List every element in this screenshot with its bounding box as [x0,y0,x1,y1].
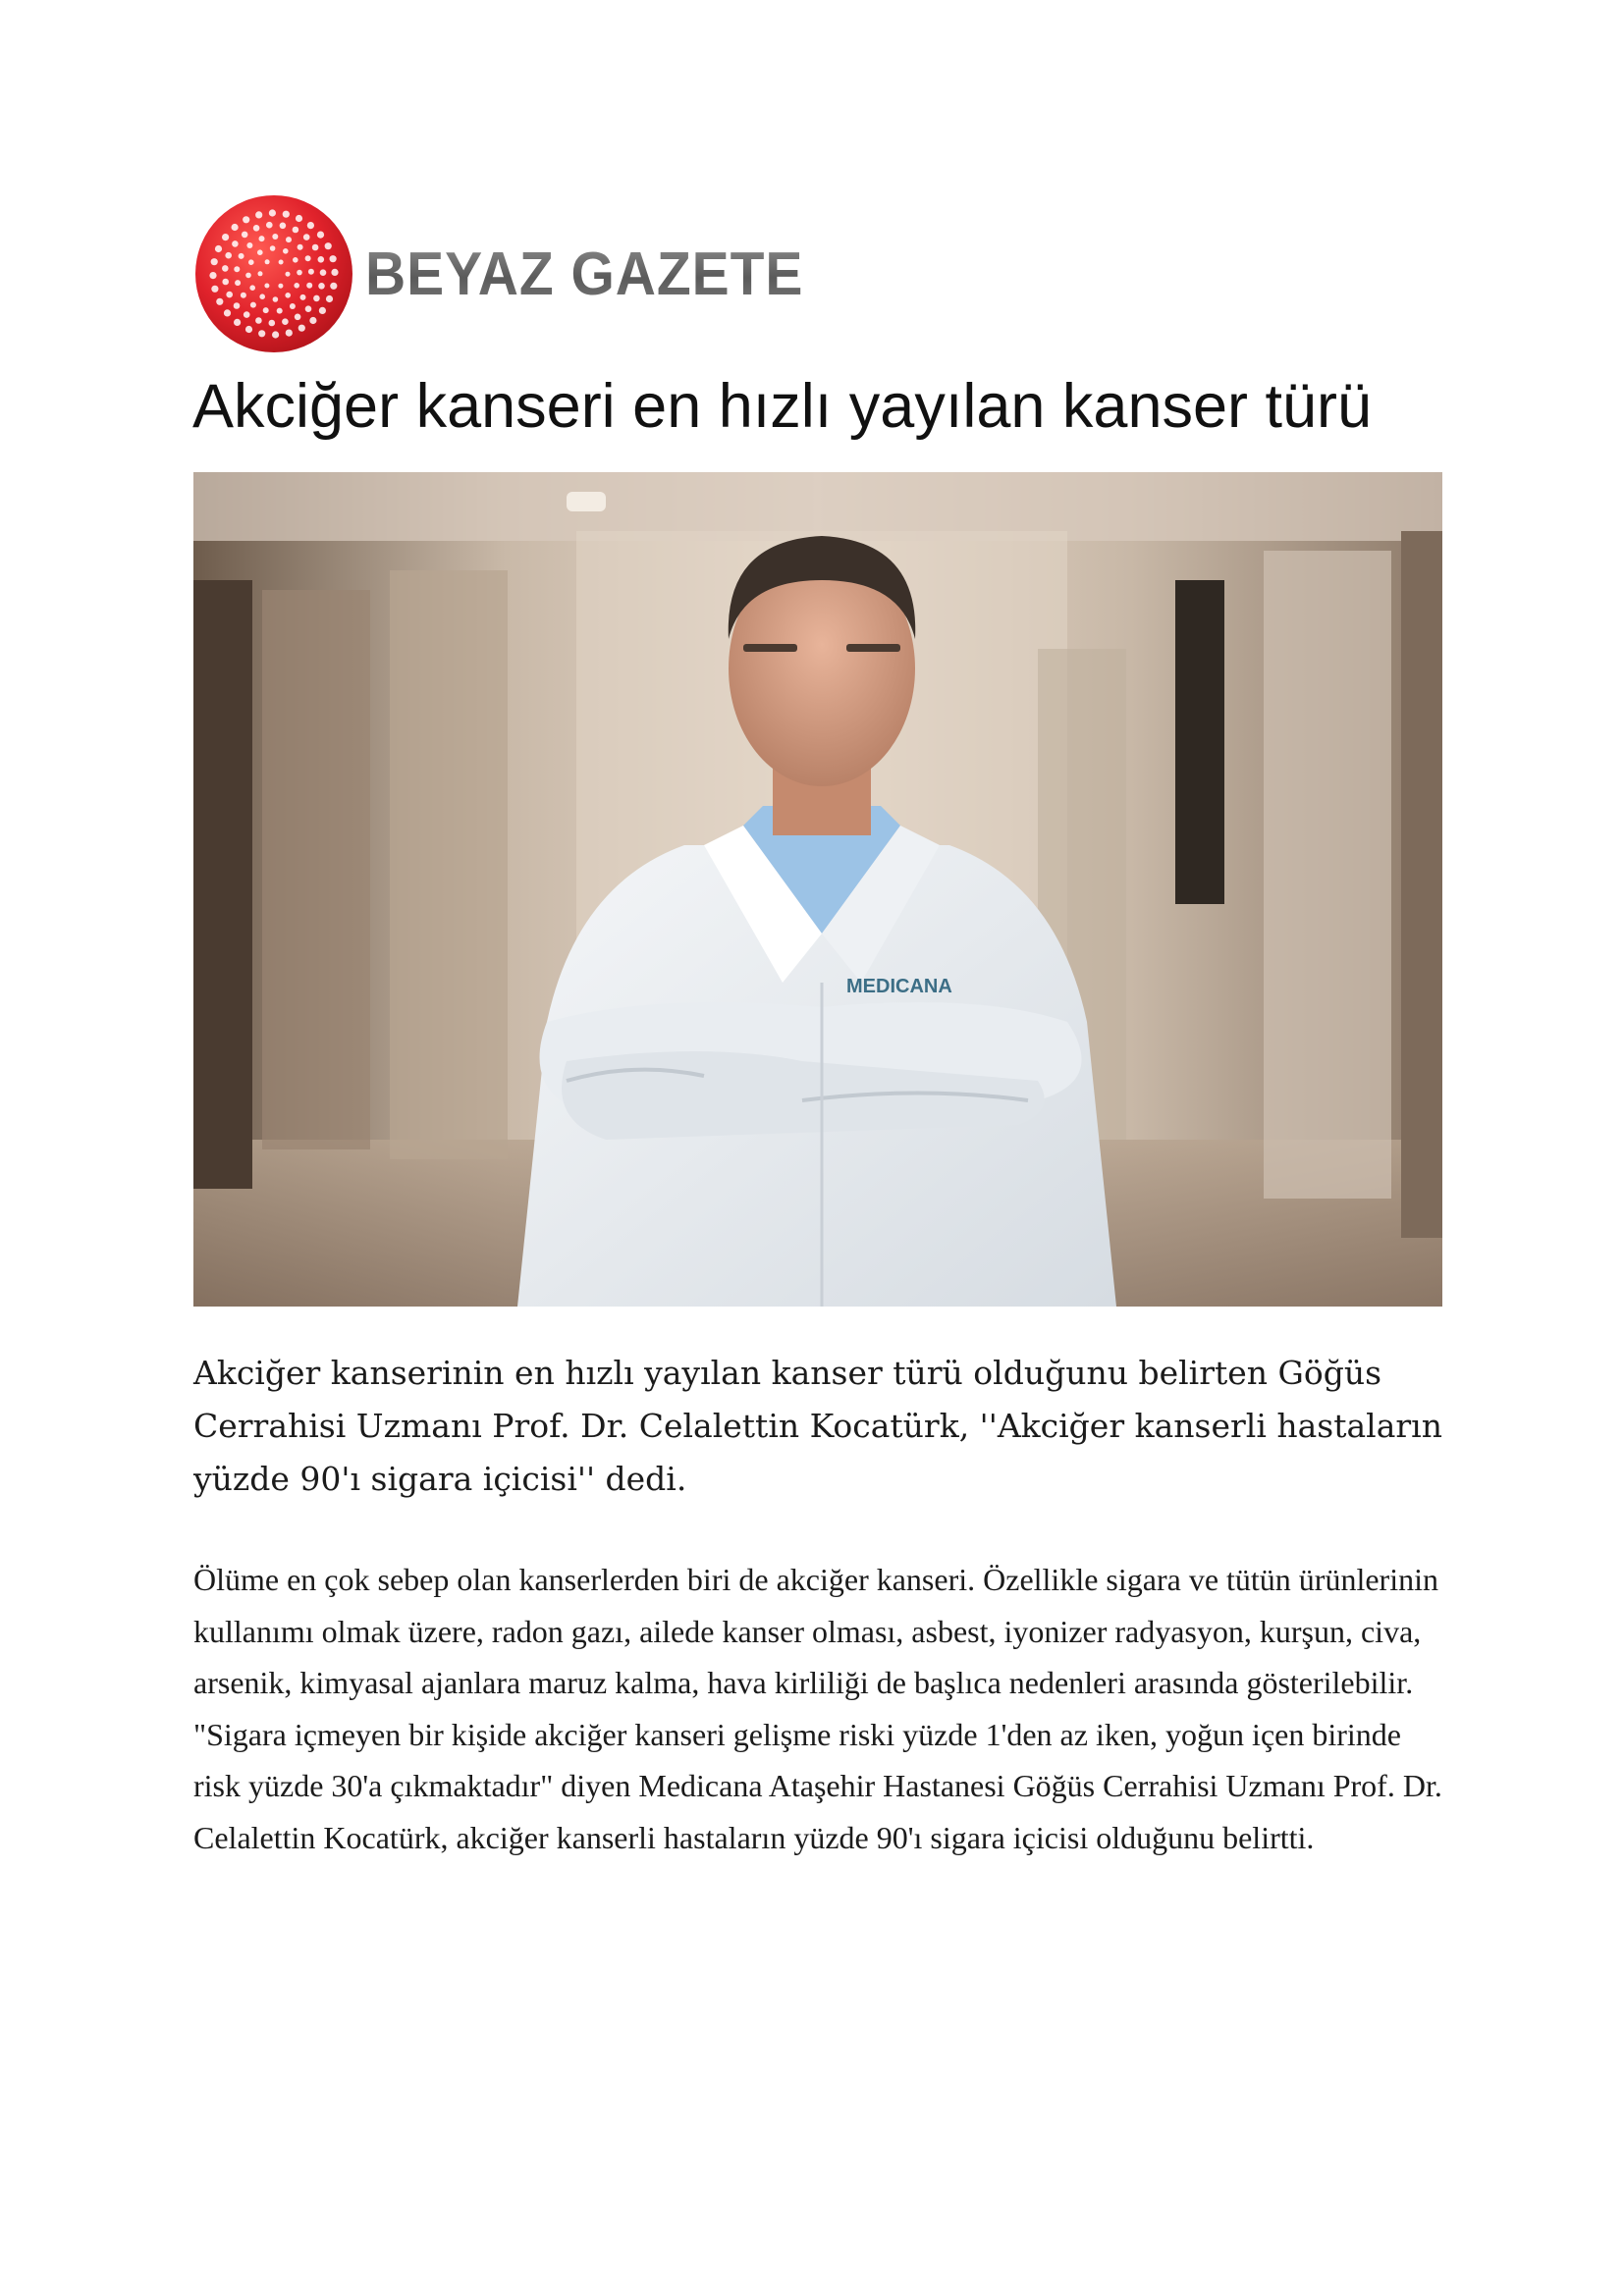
globe-dot [280,223,287,230]
globe-dot [242,232,248,239]
globe-dot [283,248,289,254]
globe-dot [312,244,319,251]
globe-dot [279,260,284,265]
globe-dot [272,331,279,338]
article-lede: Akciğer kanserinin en hızlı yayılan kanser türü olduğunu belirten Göğüs Cerrahisi Uzmanı Prof. Dr. Celalettin Kocatürk, ''Akciğer kanserli hastaların yüzde 90'ı sigara içicisi'' dedi. [193,1354,1442,1498]
globe-dot [293,227,299,234]
globe-dot [305,305,312,312]
site-logo[interactable] [192,192,841,355]
coat-badge-text: MEDICANA [846,976,952,997]
globe-dot [224,309,231,316]
globe-dot [259,236,265,241]
globe-dot [222,265,229,272]
globe-dot [234,302,241,309]
globe-dot [317,232,324,239]
globe-dot [232,224,239,231]
globe-dot [232,240,239,247]
globe-dot [286,330,293,337]
globe-dot [282,318,289,325]
globe-dot [241,293,246,298]
globe-dot [298,325,305,332]
globe-dot [278,284,283,289]
globe-dot [319,307,326,314]
globe-dot [244,311,250,318]
globe-dot [211,258,218,265]
globe-dot [265,259,270,264]
article-body: Ölüme en çok sebep olan kanserlerden biri de akciğer kanseri. Özellikle sigara ve tütün ürünlerinin kullanımı olmak üzere, radon gazı, ailede kanser olması, asbest, iyonizer radyasyon, kurşun, civa, arsenik, kimyasal ajanlara maruz kalma, hava kirliliği de başlıca nedenleri arasında gösterilebilir. "Sigara içmeyen bir kişide akciğer kanseri gelişme riski yüzde 1'den az iken, yoğun içen birinde risk yüzde 30'a çıkmaktadır" diyen Medicana Ataşehir Hastanesi Göğüs Cerrahisi Uzmanı Prof. Dr. Celalettin Kocatürk, akciğer kanserli hastaların yüzde 90'ı sigara içicisi olduğunu belirtti. [193,1562,1442,1855]
globe-dot [273,296,279,302]
globe-dot [266,222,273,229]
globe-dot [239,253,244,259]
globe-dot [255,317,262,324]
globe-dot [258,330,265,337]
globe-dot [215,245,222,252]
globe-dot [303,234,310,240]
globe-dot [285,293,291,298]
brand-name: BEYAZ GAZETE [365,240,804,308]
globe-dot [225,252,232,259]
globe-dot [259,294,265,299]
globe-dot [249,285,255,291]
globe-dot [226,292,233,298]
globe-dot [331,269,338,276]
globe-dot [293,257,298,263]
globe-dot [253,225,260,232]
globe-dot [269,320,276,327]
globe-dot [308,269,314,275]
globe-dot [306,283,312,289]
red-dotted-globe-icon [192,192,355,355]
globe-dot [283,211,290,218]
globe-dot [297,270,302,276]
globe-dot [309,317,316,324]
globe-dot [330,283,337,290]
globe-dot [250,302,256,308]
globe-dot [211,286,218,293]
doctor-portrait-photo [193,472,1442,1307]
globe-dot [298,244,303,250]
globe-dot [243,216,249,223]
globe-dot [313,295,320,302]
globe-dot [216,298,223,305]
globe-dot [234,319,241,326]
globe-dot [307,222,314,229]
globe-dot [235,280,241,286]
globe-dot [325,242,332,249]
globe-dot [277,308,283,314]
globe-dot [248,259,254,265]
globe-dot [286,272,291,277]
globe-dot [294,283,299,289]
globe-dot [264,284,269,289]
globe-dot [290,303,296,309]
globe-dot [269,209,276,216]
globe-dot [245,326,252,333]
article-headline: Akciğer kanseri en hızlı yayılan kanser türü [192,372,1373,441]
globe-dot [255,211,262,218]
globe-dot [305,255,311,261]
globe-dot [263,307,269,313]
globe-dot [318,256,325,263]
globe-dot [245,273,251,279]
globe-dot [326,295,333,302]
globe-dot [222,234,229,240]
globe-dot [295,314,301,321]
globe-dot [222,279,229,286]
globe-dot [234,266,240,272]
globe-dot [300,294,306,300]
globe-dot [286,237,292,242]
globe-dot [246,242,252,248]
globe-dot [318,283,325,290]
globe-dot [258,271,263,276]
globe-dot [209,272,216,279]
globe-dot [272,234,278,240]
globe-dot [330,255,337,262]
globe-dot [320,269,327,276]
globe-dot [257,249,263,255]
globe-dot [270,245,276,251]
globe-dot [296,215,302,222]
